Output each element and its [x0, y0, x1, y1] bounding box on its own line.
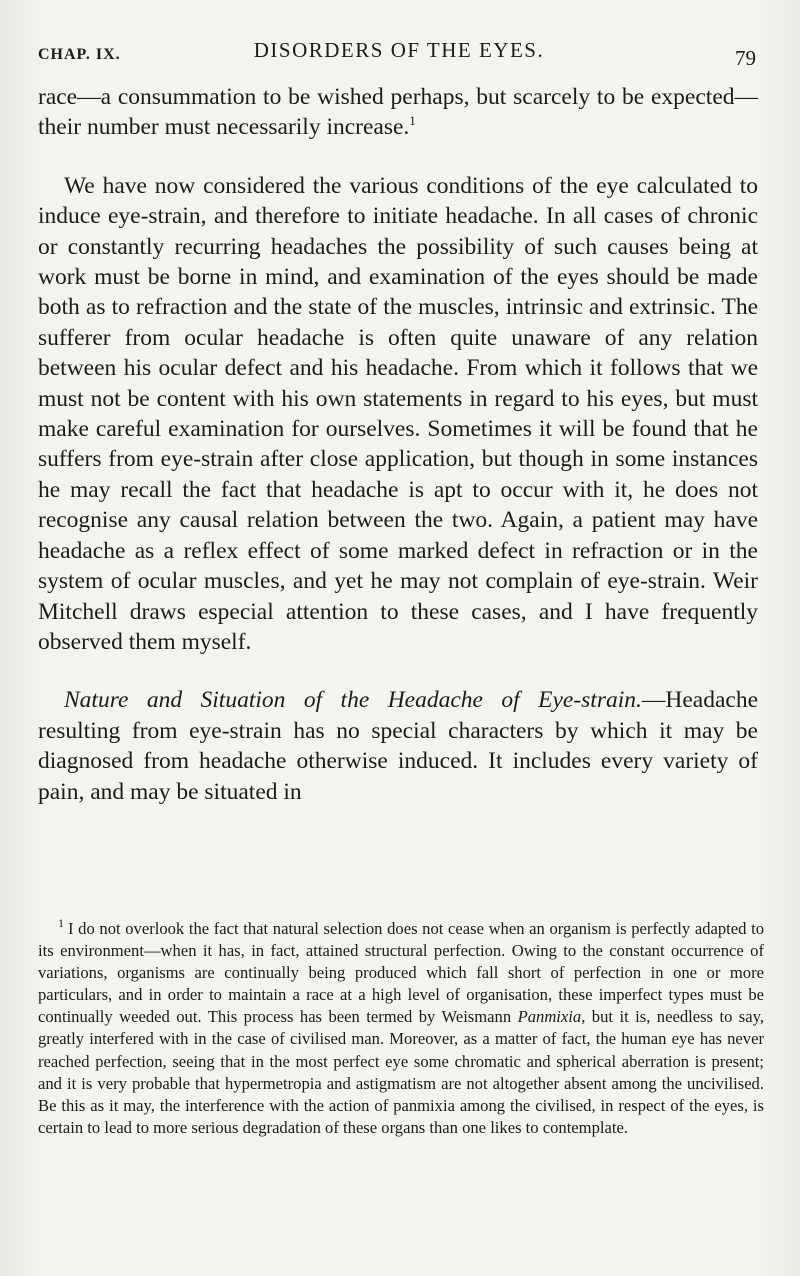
- running-title: DISORDERS OF THE EYES.: [253, 38, 545, 62]
- running-header: [38, 34, 760, 70]
- footnote-block: [38, 918, 764, 1139]
- paragraph-continuation: [38, 82, 758, 143]
- footnote: [38, 918, 764, 1139]
- footnote-text-continued: , but it is, needless to say, greatly interfered with in the case of civilised man. Moreover, as a matter of fact, the human eye has never reached perfection, seeing that in the most perfect eye some chromatic and spherical aberration is present; and it is very probable that hypermetropia and astigmatism are not altogether absent among the uncivilised. Be this as it may, the interference with the action of panmixia among the civilised, in respect of the eyes, is certain to lead to more serious degradation of these organs than one likes to contemplate.: [38, 1007, 764, 1137]
- footnote-reference: 1: [409, 113, 416, 129]
- footnote-mark: 1: [58, 916, 64, 931]
- section-heading: Nature and Situation of the Headache of Eye-strain.: [64, 687, 642, 714]
- footnote-term: Panmixia: [517, 1007, 582, 1027]
- paragraph-text: race—a consummation to be wished perhaps, but scarcely to be expected—their number must necessarily increase.: [38, 84, 758, 141]
- paragraph-text: —Headache resulting from eye-strain has no special characters by which it may be diagnosed from headache otherwise induced. It includes every variety of pain, and may be situated in: [38, 687, 758, 805]
- page-number: 79: [735, 46, 756, 70]
- main-text: [38, 82, 758, 807]
- paragraph-nature-situation: [38, 685, 758, 807]
- chapter-label: CHAP. IX.: [38, 46, 121, 63]
- footnote-text: I do not overlook the fact that natural selection does not cease when an organism is perfectly adapted to its environment—when it has, in fact, attained structural perfection. Owing to the constant occurrence of variations, organisms are continually being produced which fall short of perfection in one or more particulars, and in order to maintain a race at a high level of organisation, these imperfect types must be continually weeded out. This process has been termed by Weismann: [38, 919, 764, 1027]
- paragraph-eye-strain: We have now considered the various conditions of the eye calculated to induce eye-strain, and therefore to initiate headache. In all cases of chronic or constantly recurring headaches the possibility of such causes being at work must be borne in mind, and examination of the eyes should be made both as to refraction and the state of the muscles, intrinsic and extrinsic. The sufferer from ocular headache is often quite unaware of any relation between his ocular defect and his headache. From which it follows that we must not be content with his own statements in regard to his eyes, but must make careful examination for ourselves. Sometimes it will be found that he suffers from eye-strain after close application, but though in some instances he may recall the fact that headache is apt to occur with it, he does not recognise any causal relation between the two. Again, a patient may have headache as a reflex effect of some marked defect in refraction or in the system of ocular muscles, and yet he may not complain of eye-strain. Weir Mitchell draws especial attention to these cases, and I have frequently observed them myself.: [38, 172, 758, 655]
